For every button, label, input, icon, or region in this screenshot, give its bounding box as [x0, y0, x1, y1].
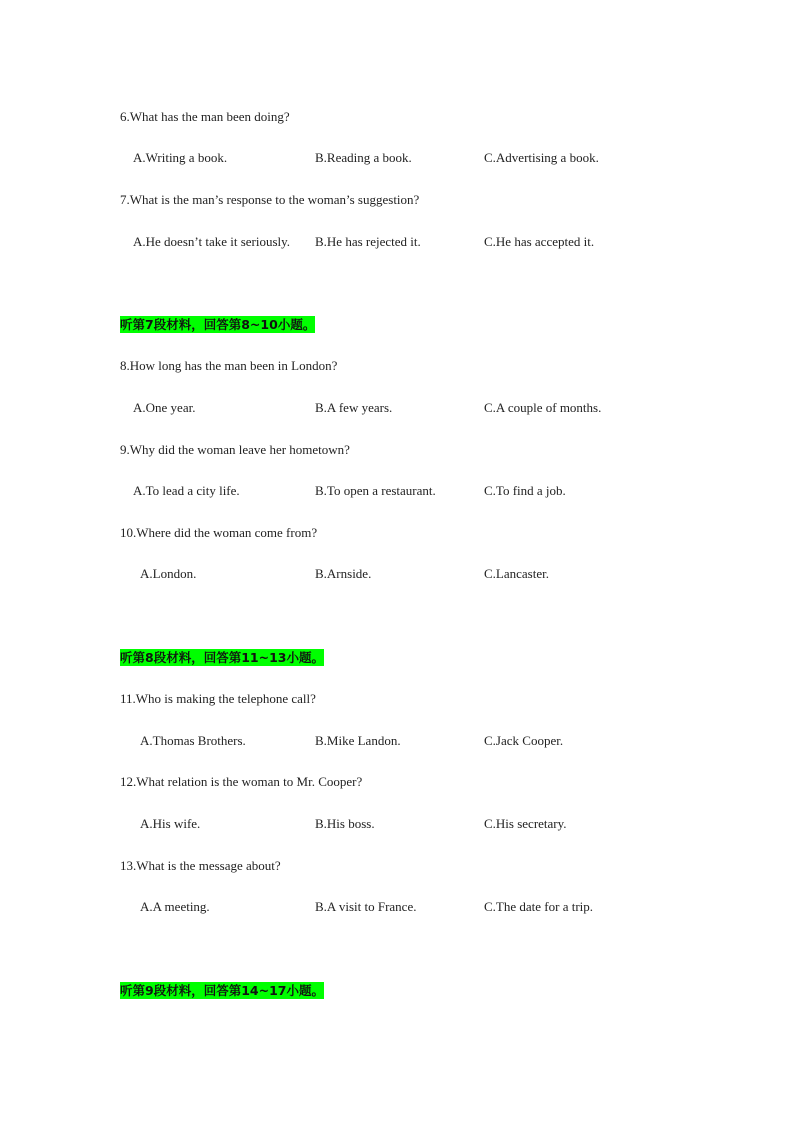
q7-option-b: B.He has rejected it.: [315, 234, 421, 249]
q8-option-b: B.A few years.: [315, 400, 393, 415]
q6-option-b: B.Reading a book.: [315, 150, 412, 165]
question-8: 8.How long has the man been in London?: [120, 358, 338, 373]
section-header-7: [120, 316, 315, 334]
q10-option-a: A.London.: [140, 566, 197, 581]
q12-option-a: A.His wife.: [140, 816, 201, 831]
q7-option-c: C.He has accepted it.: [484, 234, 595, 249]
section-header-9: [120, 982, 324, 1000]
q12-option-b: B.His boss.: [315, 816, 375, 831]
question-range: 8~10: [241, 317, 278, 332]
question-range: 14~17: [241, 983, 287, 998]
section-number: 9: [145, 983, 154, 998]
question-11: 11.Who is making the telephone call?: [120, 691, 316, 706]
section-header-text: 段材料，回答第: [153, 983, 242, 998]
question-range: 11~13: [241, 650, 287, 665]
q8-option-a: A.One year.: [133, 400, 196, 415]
section-header-text: 小题。: [286, 650, 325, 665]
q12-option-c: C.His secretary.: [484, 816, 567, 831]
q9-option-c: C.To find a job.: [484, 483, 566, 498]
section-header-text: 小题。: [277, 317, 316, 332]
q10-option-b: B.Arnside.: [315, 566, 372, 581]
q6-option-c: C.Advertising a book.: [484, 150, 599, 165]
question-12: 12.What relation is the woman to Mr. Cooper?: [120, 774, 363, 789]
q13-option-b: B.A visit to France.: [315, 899, 417, 914]
q6-option-a: A.Writing a book.: [133, 150, 228, 165]
question-7: 7.What is the man’s response to the woman’s suggestion?: [120, 192, 420, 207]
q13-option-a: A.A meeting.: [140, 899, 210, 914]
section-header-8: [120, 649, 324, 667]
q10-option-c: C.Lancaster.: [484, 566, 549, 581]
section-header-text: 听第: [120, 983, 146, 998]
q8-option-c: C.A couple of months.: [484, 400, 602, 415]
section-header-text: 小题。: [286, 983, 325, 998]
question-9: 9.Why did the woman leave her hometown?: [120, 442, 350, 457]
q9-option-a: A.To lead a city life.: [133, 483, 240, 498]
section-header-text: 段材料，回答第: [153, 317, 242, 332]
q11-option-b: B.Mike Landon.: [315, 733, 401, 748]
section-header-text: 听第: [120, 317, 146, 332]
q13-option-c: C.The date for a trip.: [484, 899, 594, 914]
section-number: 8: [145, 650, 154, 665]
question-6: 6.What has the man been doing?: [120, 109, 290, 124]
section-header-text: 段材料，回答第: [153, 650, 242, 665]
q9-option-b: B.To open a restaurant.: [315, 483, 436, 498]
q11-option-a: A.Thomas Brothers.: [140, 733, 246, 748]
q11-option-c: C.Jack Cooper.: [484, 733, 564, 748]
section-number: 7: [145, 317, 154, 332]
question-13: 13.What is the message about?: [120, 858, 281, 873]
question-10: 10.Where did the woman come from?: [120, 525, 318, 540]
section-header-text: 听第: [120, 650, 146, 665]
q7-option-a: A.He doesn’t take it seriously.: [133, 234, 291, 249]
